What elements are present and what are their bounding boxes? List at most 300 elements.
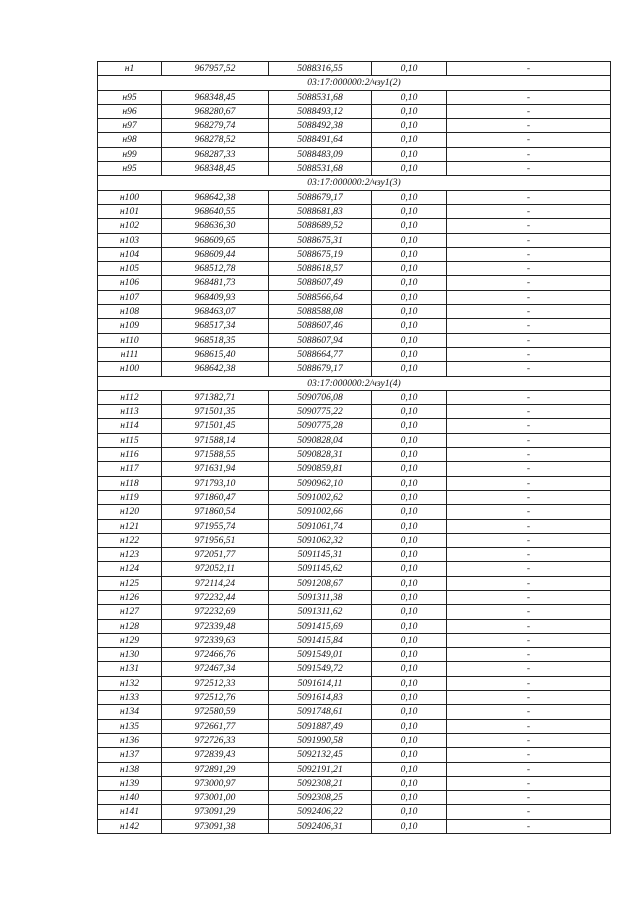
precision-cell: 0,10 <box>372 662 447 676</box>
precision-cell: 0,10 <box>372 791 447 805</box>
x-coordinate-cell: 968518,35 <box>162 333 269 347</box>
x-coordinate-cell: 968279,74 <box>162 119 269 133</box>
x-coordinate-cell: 968512,78 <box>162 262 269 276</box>
y-coordinate-cell: 5091415,69 <box>269 619 372 633</box>
y-coordinate-cell: 5090859,81 <box>269 462 372 476</box>
table-row <box>98 262 611 276</box>
table-row <box>98 733 611 747</box>
description-cell: - <box>447 333 611 347</box>
table-row <box>98 119 611 133</box>
y-coordinate-cell: 5092308,21 <box>269 776 372 790</box>
table-row <box>98 476 611 490</box>
x-coordinate-cell: 968642,38 <box>162 190 269 204</box>
point-name-cell: н124 <box>98 562 162 576</box>
y-coordinate-cell: 5090828,04 <box>269 433 372 447</box>
precision-cell: 0,10 <box>372 247 447 261</box>
point-name-cell: н137 <box>98 748 162 762</box>
x-coordinate-cell: 968280,67 <box>162 104 269 118</box>
table-row <box>98 719 611 733</box>
description-cell: - <box>447 633 611 647</box>
x-coordinate-cell: 968348,45 <box>162 90 269 104</box>
y-coordinate-cell: 5091061,74 <box>269 519 372 533</box>
y-coordinate-cell: 5088675,31 <box>269 233 372 247</box>
point-name-cell: н142 <box>98 819 162 833</box>
y-coordinate-cell: 5088491,64 <box>269 133 372 147</box>
y-coordinate-cell: 5090962,10 <box>269 476 372 490</box>
table-row <box>98 648 611 662</box>
point-name-cell: н105 <box>98 262 162 276</box>
y-coordinate-cell: 5088607,49 <box>269 276 372 290</box>
x-coordinate-cell: 973001,00 <box>162 791 269 805</box>
table-row <box>98 62 611 76</box>
point-name-cell: н127 <box>98 605 162 619</box>
x-coordinate-cell: 968609,44 <box>162 247 269 261</box>
point-name-cell: н141 <box>98 805 162 819</box>
coordinates-table <box>97 61 611 834</box>
point-name-cell: н103 <box>98 233 162 247</box>
y-coordinate-cell: 5088531,68 <box>269 90 372 104</box>
description-cell: - <box>447 762 611 776</box>
x-coordinate-cell: 968463,07 <box>162 305 269 319</box>
description-cell: - <box>447 90 611 104</box>
point-name-cell: н119 <box>98 490 162 504</box>
x-coordinate-cell: 968481,73 <box>162 276 269 290</box>
table-row <box>98 104 611 118</box>
table-row <box>98 347 611 361</box>
x-coordinate-cell: 967957,52 <box>162 62 269 76</box>
table-row <box>98 748 611 762</box>
description-cell: - <box>447 505 611 519</box>
y-coordinate-cell: 5088531,68 <box>269 162 372 176</box>
description-cell: - <box>447 462 611 476</box>
y-coordinate-cell: 5088316,55 <box>269 62 372 76</box>
description-cell: - <box>447 533 611 547</box>
y-coordinate-cell: 5088681,83 <box>269 204 372 218</box>
x-coordinate-cell: 968287,33 <box>162 147 269 161</box>
table-row <box>98 305 611 319</box>
precision-cell: 0,10 <box>372 147 447 161</box>
point-name-cell: н100 <box>98 362 162 376</box>
precision-cell: 0,10 <box>372 605 447 619</box>
x-coordinate-cell: 972051,77 <box>162 548 269 562</box>
table-row <box>98 705 611 719</box>
precision-cell: 0,10 <box>372 133 447 147</box>
y-coordinate-cell: 5092308,25 <box>269 791 372 805</box>
table-row <box>98 448 611 462</box>
y-coordinate-cell: 5088675,19 <box>269 247 372 261</box>
x-coordinate-cell: 972891,29 <box>162 762 269 776</box>
description-cell: - <box>447 791 611 805</box>
precision-cell: 0,10 <box>372 233 447 247</box>
x-coordinate-cell: 972467,34 <box>162 662 269 676</box>
table-row <box>98 662 611 676</box>
precision-cell: 0,10 <box>372 290 447 304</box>
table-row <box>98 319 611 333</box>
table-row <box>98 433 611 447</box>
table-row <box>98 133 611 147</box>
y-coordinate-cell: 5091748,61 <box>269 705 372 719</box>
table-row <box>98 676 611 690</box>
description-cell: - <box>447 305 611 319</box>
point-name-cell: н95 <box>98 90 162 104</box>
description-cell: - <box>447 419 611 433</box>
point-name-cell: н101 <box>98 204 162 218</box>
y-coordinate-cell: 5091614,83 <box>269 691 372 705</box>
y-coordinate-cell: 5090706,08 <box>269 390 372 404</box>
precision-cell: 0,10 <box>372 705 447 719</box>
table-row <box>98 405 611 419</box>
description-cell: - <box>447 676 611 690</box>
table-row <box>98 791 611 805</box>
x-coordinate-cell: 972339,48 <box>162 619 269 633</box>
description-cell: - <box>447 605 611 619</box>
description-cell: - <box>447 519 611 533</box>
precision-cell: 0,10 <box>372 305 447 319</box>
description-cell: - <box>447 562 611 576</box>
description-cell: - <box>447 662 611 676</box>
point-name-cell: н114 <box>98 419 162 433</box>
y-coordinate-cell: 5090828,31 <box>269 448 372 462</box>
precision-cell: 0,10 <box>372 633 447 647</box>
precision-cell: 0,10 <box>372 748 447 762</box>
y-coordinate-cell: 5091002,66 <box>269 505 372 519</box>
table-row <box>98 633 611 647</box>
point-name-cell: н106 <box>98 276 162 290</box>
point-name-cell: н116 <box>98 448 162 462</box>
table-row <box>98 533 611 547</box>
x-coordinate-cell: 971860,47 <box>162 490 269 504</box>
point-name-cell: н98 <box>98 133 162 147</box>
precision-cell: 0,10 <box>372 691 447 705</box>
point-name-cell: н109 <box>98 319 162 333</box>
y-coordinate-cell: 5088483,09 <box>269 147 372 161</box>
description-cell: - <box>447 104 611 118</box>
table-row <box>98 691 611 705</box>
x-coordinate-cell: 968517,34 <box>162 319 269 333</box>
point-name-cell: н95 <box>98 162 162 176</box>
point-name-cell: н1 <box>98 62 162 76</box>
x-coordinate-cell: 973091,38 <box>162 819 269 833</box>
description-cell: - <box>447 548 611 562</box>
y-coordinate-cell: 5088607,46 <box>269 319 372 333</box>
description-cell: - <box>447 748 611 762</box>
table-row <box>98 247 611 261</box>
y-coordinate-cell: 5088664,77 <box>269 347 372 361</box>
precision-cell: 0,10 <box>372 319 447 333</box>
x-coordinate-cell: 968636,30 <box>162 219 269 233</box>
precision-cell: 0,10 <box>372 676 447 690</box>
point-name-cell: н126 <box>98 590 162 604</box>
x-coordinate-cell: 968615,40 <box>162 347 269 361</box>
description-cell: - <box>447 776 611 790</box>
precision-cell: 0,10 <box>372 533 447 547</box>
x-coordinate-cell: 971631,94 <box>162 462 269 476</box>
precision-cell: 0,10 <box>372 648 447 662</box>
precision-cell: 0,10 <box>372 119 447 133</box>
precision-cell: 0,10 <box>372 490 447 504</box>
point-name-cell: н121 <box>98 519 162 533</box>
x-coordinate-cell: 972052,11 <box>162 562 269 576</box>
x-coordinate-cell: 972232,44 <box>162 590 269 604</box>
table-row <box>98 333 611 347</box>
x-coordinate-cell: 971956,51 <box>162 533 269 547</box>
table-row <box>98 576 611 590</box>
point-name-cell: н104 <box>98 247 162 261</box>
section-header-row <box>98 76 611 90</box>
y-coordinate-cell: 5091311,38 <box>269 590 372 604</box>
x-coordinate-cell: 971382,71 <box>162 390 269 404</box>
point-name-cell: н120 <box>98 505 162 519</box>
description-cell: - <box>447 433 611 447</box>
x-coordinate-cell: 972232,69 <box>162 605 269 619</box>
precision-cell: 0,10 <box>372 562 447 576</box>
point-name-cell: н97 <box>98 119 162 133</box>
point-name-cell: н130 <box>98 648 162 662</box>
description-cell: - <box>447 805 611 819</box>
description-cell: - <box>447 619 611 633</box>
description-cell: - <box>447 490 611 504</box>
y-coordinate-cell: 5091614,11 <box>269 676 372 690</box>
point-name-cell: н129 <box>98 633 162 647</box>
x-coordinate-cell: 973091,29 <box>162 805 269 819</box>
point-name-cell: н115 <box>98 433 162 447</box>
y-coordinate-cell: 5090775,28 <box>269 419 372 433</box>
point-name-cell: н122 <box>98 533 162 547</box>
y-coordinate-cell: 5091002,62 <box>269 490 372 504</box>
y-coordinate-cell: 5091549,01 <box>269 648 372 662</box>
description-cell: - <box>447 648 611 662</box>
table-row <box>98 276 611 290</box>
precision-cell: 0,10 <box>372 576 447 590</box>
precision-cell: 0,10 <box>372 805 447 819</box>
table-row <box>98 162 611 176</box>
precision-cell: 0,10 <box>372 390 447 404</box>
description-cell: - <box>447 190 611 204</box>
description-cell: - <box>447 219 611 233</box>
precision-cell: 0,10 <box>372 405 447 419</box>
point-name-cell: н96 <box>98 104 162 118</box>
point-name-cell: н136 <box>98 733 162 747</box>
point-name-cell: н118 <box>98 476 162 490</box>
x-coordinate-cell: 972466,76 <box>162 648 269 662</box>
table-row <box>98 147 611 161</box>
x-coordinate-cell: 968642,38 <box>162 362 269 376</box>
precision-cell: 0,10 <box>372 590 447 604</box>
precision-cell: 0,10 <box>372 619 447 633</box>
table-row <box>98 548 611 562</box>
section-header-row <box>98 176 611 190</box>
y-coordinate-cell: 5088607,94 <box>269 333 372 347</box>
precision-cell: 0,10 <box>372 505 447 519</box>
section-title: 03:17:000000:2/чзу1(3) <box>98 176 611 190</box>
precision-cell: 0,10 <box>372 448 447 462</box>
precision-cell: 0,10 <box>372 419 447 433</box>
y-coordinate-cell: 5091208,67 <box>269 576 372 590</box>
table-row <box>98 390 611 404</box>
description-cell: - <box>447 247 611 261</box>
y-coordinate-cell: 5092406,22 <box>269 805 372 819</box>
y-coordinate-cell: 5091887,49 <box>269 719 372 733</box>
table-row <box>98 462 611 476</box>
point-name-cell: н138 <box>98 762 162 776</box>
description-cell: - <box>447 719 611 733</box>
y-coordinate-cell: 5090775,22 <box>269 405 372 419</box>
precision-cell: 0,10 <box>372 276 447 290</box>
x-coordinate-cell: 972512,76 <box>162 691 269 705</box>
x-coordinate-cell: 968278,52 <box>162 133 269 147</box>
description-cell: - <box>447 276 611 290</box>
description-cell: - <box>447 204 611 218</box>
table-row <box>98 233 611 247</box>
x-coordinate-cell: 972114,24 <box>162 576 269 590</box>
description-cell: - <box>447 233 611 247</box>
point-name-cell: н132 <box>98 676 162 690</box>
point-name-cell: н113 <box>98 405 162 419</box>
point-name-cell: н134 <box>98 705 162 719</box>
x-coordinate-cell: 971860,54 <box>162 505 269 519</box>
table-row <box>98 776 611 790</box>
description-cell: - <box>447 705 611 719</box>
point-name-cell: н111 <box>98 347 162 361</box>
x-coordinate-cell: 973000,97 <box>162 776 269 790</box>
point-name-cell: н128 <box>98 619 162 633</box>
precision-cell: 0,10 <box>372 190 447 204</box>
description-cell: - <box>447 162 611 176</box>
y-coordinate-cell: 5091145,31 <box>269 548 372 562</box>
point-name-cell: н135 <box>98 719 162 733</box>
y-coordinate-cell: 5091549,72 <box>269 662 372 676</box>
section-title: 03:17:000000:2/чзу1(4) <box>98 376 611 390</box>
precision-cell: 0,10 <box>372 762 447 776</box>
precision-cell: 0,10 <box>372 362 447 376</box>
y-coordinate-cell: 5091145,62 <box>269 562 372 576</box>
x-coordinate-cell: 972580,59 <box>162 705 269 719</box>
description-cell: - <box>447 119 611 133</box>
y-coordinate-cell: 5088566,64 <box>269 290 372 304</box>
precision-cell: 0,10 <box>372 548 447 562</box>
precision-cell: 0,10 <box>372 90 447 104</box>
description-cell: - <box>447 476 611 490</box>
description-cell: - <box>447 262 611 276</box>
precision-cell: 0,10 <box>372 433 447 447</box>
precision-cell: 0,10 <box>372 62 447 76</box>
table-row <box>98 362 611 376</box>
x-coordinate-cell: 968609,65 <box>162 233 269 247</box>
y-coordinate-cell: 5092406,31 <box>269 819 372 833</box>
point-name-cell: н100 <box>98 190 162 204</box>
precision-cell: 0,10 <box>372 733 447 747</box>
y-coordinate-cell: 5091311,62 <box>269 605 372 619</box>
table-row <box>98 290 611 304</box>
table-row <box>98 805 611 819</box>
x-coordinate-cell: 971501,35 <box>162 405 269 419</box>
x-coordinate-cell: 972661,77 <box>162 719 269 733</box>
precision-cell: 0,10 <box>372 819 447 833</box>
description-cell: - <box>447 405 611 419</box>
precision-cell: 0,10 <box>372 162 447 176</box>
table-row <box>98 505 611 519</box>
x-coordinate-cell: 972726,33 <box>162 733 269 747</box>
x-coordinate-cell: 968348,45 <box>162 162 269 176</box>
precision-cell: 0,10 <box>372 219 447 233</box>
precision-cell: 0,10 <box>372 333 447 347</box>
point-name-cell: н131 <box>98 662 162 676</box>
point-name-cell: н102 <box>98 219 162 233</box>
section-header-row <box>98 376 611 390</box>
point-name-cell: н117 <box>98 462 162 476</box>
y-coordinate-cell: 5092191,21 <box>269 762 372 776</box>
point-name-cell: н107 <box>98 290 162 304</box>
x-coordinate-cell: 971588,55 <box>162 448 269 462</box>
precision-cell: 0,10 <box>372 519 447 533</box>
table-row <box>98 190 611 204</box>
point-name-cell: н125 <box>98 576 162 590</box>
y-coordinate-cell: 5088492,38 <box>269 119 372 133</box>
y-coordinate-cell: 5092132,45 <box>269 748 372 762</box>
x-coordinate-cell: 968409,93 <box>162 290 269 304</box>
y-coordinate-cell: 5091990,58 <box>269 733 372 747</box>
table-row <box>98 519 611 533</box>
table-row <box>98 562 611 576</box>
precision-cell: 0,10 <box>372 462 447 476</box>
precision-cell: 0,10 <box>372 104 447 118</box>
description-cell: - <box>447 733 611 747</box>
description-cell: - <box>447 448 611 462</box>
point-name-cell: н99 <box>98 147 162 161</box>
precision-cell: 0,10 <box>372 719 447 733</box>
description-cell: - <box>447 576 611 590</box>
x-coordinate-cell: 971955,74 <box>162 519 269 533</box>
description-cell: - <box>447 362 611 376</box>
section-title: 03:17:000000:2/чзу1(2) <box>98 76 611 90</box>
y-coordinate-cell: 5088493,12 <box>269 104 372 118</box>
y-coordinate-cell: 5088618,57 <box>269 262 372 276</box>
precision-cell: 0,10 <box>372 262 447 276</box>
y-coordinate-cell: 5088689,52 <box>269 219 372 233</box>
y-coordinate-cell: 5088588,08 <box>269 305 372 319</box>
x-coordinate-cell: 972839,43 <box>162 748 269 762</box>
y-coordinate-cell: 5088679,17 <box>269 190 372 204</box>
table-row <box>98 219 611 233</box>
y-coordinate-cell: 5091062,32 <box>269 533 372 547</box>
x-coordinate-cell: 972512,33 <box>162 676 269 690</box>
table-row <box>98 419 611 433</box>
table-row <box>98 605 611 619</box>
description-cell: - <box>447 62 611 76</box>
point-name-cell: н133 <box>98 691 162 705</box>
precision-cell: 0,10 <box>372 347 447 361</box>
description-cell: - <box>447 390 611 404</box>
description-cell: - <box>447 590 611 604</box>
coordinates-table-body <box>98 62 611 834</box>
precision-cell: 0,10 <box>372 204 447 218</box>
x-coordinate-cell: 971588,14 <box>162 433 269 447</box>
x-coordinate-cell: 971793,10 <box>162 476 269 490</box>
y-coordinate-cell: 5091415,84 <box>269 633 372 647</box>
description-cell: - <box>447 819 611 833</box>
point-name-cell: н140 <box>98 791 162 805</box>
table-row <box>98 204 611 218</box>
precision-cell: 0,10 <box>372 776 447 790</box>
precision-cell: 0,10 <box>372 476 447 490</box>
x-coordinate-cell: 968640,55 <box>162 204 269 218</box>
description-cell: - <box>447 133 611 147</box>
table-row <box>98 590 611 604</box>
y-coordinate-cell: 5088679,17 <box>269 362 372 376</box>
point-name-cell: н110 <box>98 333 162 347</box>
table-row <box>98 490 611 504</box>
table-row <box>98 819 611 833</box>
